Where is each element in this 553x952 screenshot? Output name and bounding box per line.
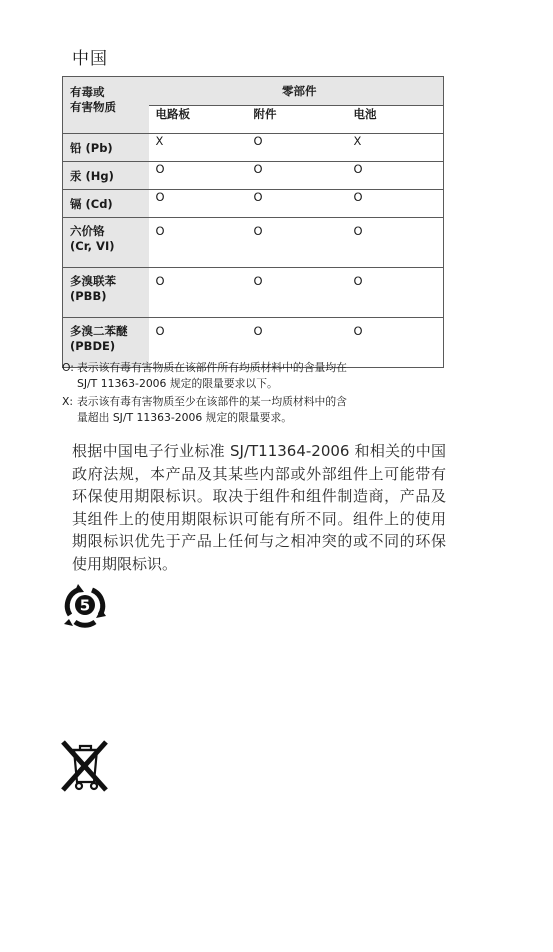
note-line: 表示该有毒有害物质在该部件所有均质材料中的含量均在 — [77, 361, 347, 374]
note-o — [62, 360, 452, 392]
col-header: 电池 — [347, 106, 444, 134]
cell: O — [247, 162, 347, 190]
row-name-line: 六价铬 — [70, 224, 105, 238]
epup-number: 5 — [79, 596, 91, 615]
cell: O — [347, 190, 444, 218]
cell: O — [247, 134, 347, 162]
header-substance — [63, 77, 149, 134]
note-x — [62, 394, 452, 426]
cell: O — [347, 318, 444, 368]
note-line: 表示该有毒有害物质至少在该部件的某一均质材料中的含 — [77, 395, 347, 408]
row-name: 汞 (Hg) — [63, 162, 149, 190]
page-title: 中国 — [72, 49, 108, 69]
epup-5-icon — [60, 582, 110, 628]
table-row — [63, 218, 444, 268]
note-text — [77, 360, 347, 392]
regulation-paragraph: 根据中国电子行业标准 SJ/T11364-2006 和相关的中国政府法规，本产品及其某些内部或外部组件上可能带有环保使用期限标识。取决于组件和组件制造商，产品及其组件上的使用期限标识可能有所不同。组件上的使用期限标识优先于产品上任何与之相冲突的或不同的环保使用期限标识。 — [72, 442, 446, 573]
hazardous-substances-table — [62, 76, 444, 368]
note-key: O: — [62, 361, 74, 374]
note-text — [77, 394, 347, 426]
table-row — [63, 268, 444, 318]
col-header: 电路板 — [149, 106, 247, 134]
header-line: 有害物质 — [70, 100, 116, 114]
row-name-line: (PBB) — [70, 289, 107, 303]
row-name: 铅 (Pb) — [63, 134, 149, 162]
header-line: 有毒或 — [70, 85, 105, 99]
cell: O — [149, 268, 247, 318]
note-line: SJ/T 11363-2006 规定的限量要求以下。 — [77, 377, 278, 390]
cell: O — [247, 190, 347, 218]
note-key: X: — [62, 395, 74, 408]
row-name-line: 多溴联苯 — [70, 274, 116, 288]
cell: O — [347, 268, 444, 318]
header-parts: 零部件 — [149, 77, 444, 106]
col-header: 附件 — [247, 106, 347, 134]
row-name: 镉 (Cd) — [63, 190, 149, 218]
cell: O — [247, 268, 347, 318]
table-row — [63, 190, 444, 218]
row-name-line: (PBDE) — [70, 339, 116, 353]
cell: O — [149, 218, 247, 268]
row-name-line: (Cr, VI) — [70, 239, 115, 253]
cell: O — [247, 218, 347, 268]
cell: X — [149, 134, 247, 162]
crossed-out-bin-icon — [58, 738, 110, 794]
cell: O — [347, 162, 444, 190]
row-name-line: 多溴二苯醚 — [70, 324, 128, 338]
cell: O — [347, 218, 444, 268]
note-line: 量超出 SJ/T 11363-2006 规定的限量要求。 — [77, 411, 293, 424]
cell: O — [149, 190, 247, 218]
table-row — [63, 134, 444, 162]
table-row — [63, 162, 444, 190]
row-name — [63, 218, 149, 268]
cell: O — [149, 162, 247, 190]
table-notes — [62, 360, 452, 428]
cell: O — [247, 318, 347, 368]
cell: O — [149, 318, 247, 368]
row-name — [63, 268, 149, 318]
cell: X — [347, 134, 444, 162]
